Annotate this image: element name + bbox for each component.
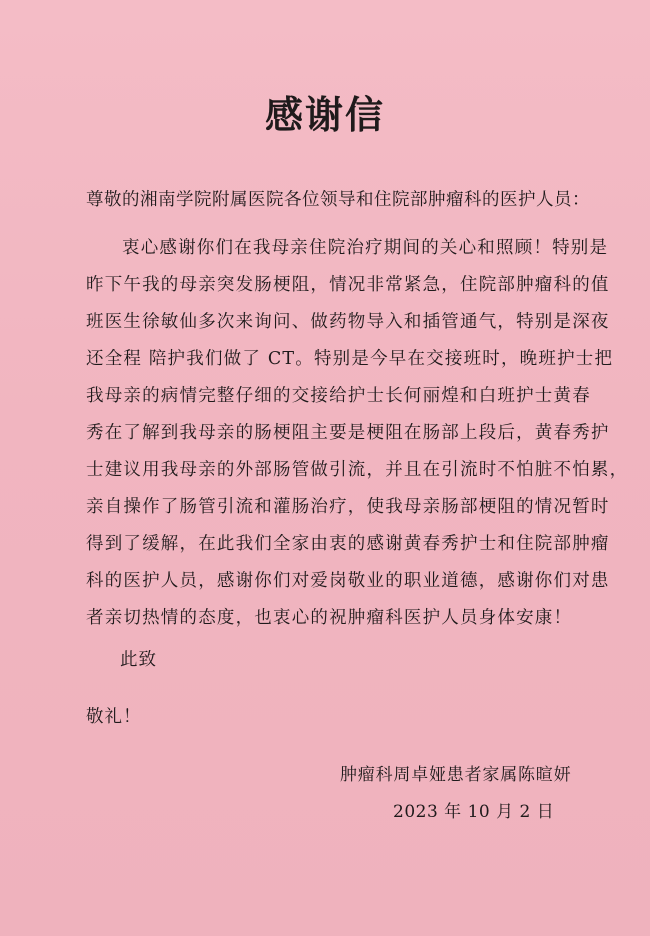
body-line: 士建议用我母亲的外部肠管做引流，并且在引流时不怕脏不怕累，: [86, 460, 629, 480]
letter-signature: 肿瘤科周卓娅患者家属陈暄妍: [340, 765, 572, 785]
body-line: 衷心感谢你们在我母亲住院治疗期间的关心和照顾！特别是: [122, 238, 609, 258]
letter-title: 感谢信: [264, 92, 385, 137]
letter-date: 2023 年 10 月 2 日: [393, 802, 555, 822]
body-line: 得到了缓解，在此我们全家由衷的感谢黄春秀护士和住院部肿瘤: [86, 534, 610, 554]
body-line: 昨下午我的母亲突发肠梗阻，情况非常紧急，住院部肿瘤科的值: [86, 275, 610, 295]
letter-regards: 敬礼！: [86, 707, 142, 727]
body-line: 我母亲的病情完整仔细的交接给护士长何丽煌和白班护士黄春: [86, 386, 591, 406]
letter-closing: 此致: [120, 650, 157, 670]
body-line: 科的医护人员，感谢你们对爱岗敬业的职业道德，感谢你们对患: [86, 571, 610, 591]
letter-salutation: 尊敬的湘南学院附属医院各位领导和住院部肿瘤科的医护人员：: [86, 190, 590, 210]
body-line: 还全程 陪护我们做了 CT。特别是今早在交接班时，晚班护士把: [86, 349, 614, 369]
body-line: 者亲切热情的态度，也衷心的祝肿瘤科医护人员身体安康！: [86, 608, 573, 628]
letter-body: [86, 230, 629, 637]
body-line: 班医生徐敏仙多次来询问、做药物导入和插管通气，特别是深夜: [86, 312, 610, 332]
body-line: 秀在了解到我母亲的肠梗阻主要是梗阻在肠部上段后，黄春秀护: [86, 423, 610, 443]
body-line: 亲自操作了肠管引流和灌肠治疗，使我母亲肠部梗阻的情况暂时: [86, 497, 610, 517]
